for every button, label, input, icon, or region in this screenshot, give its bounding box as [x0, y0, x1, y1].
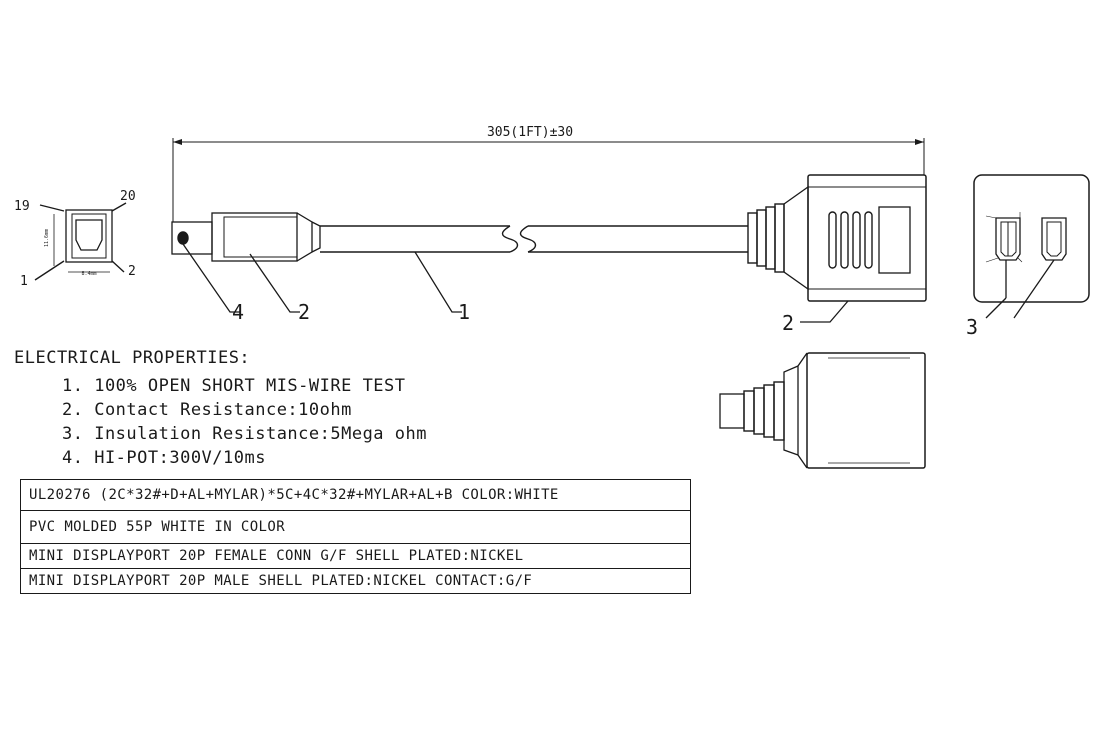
bom-cell: PVC MOLDED 55P WHITE IN COLOR: [21, 511, 691, 544]
callout-2-male: 2: [298, 300, 311, 324]
pin-1-label: 1: [20, 274, 28, 289]
pin-20-label: 20: [120, 189, 136, 204]
pin-2-label: 2: [128, 264, 136, 279]
callout-1: 1: [458, 300, 471, 324]
electrical-properties: [14, 346, 427, 470]
electrical-heading: ELECTRICAL PROPERTIES:: [14, 348, 251, 368]
pin-19-label: 19: [14, 199, 30, 214]
electrical-item: 3. Insulation Resistance:5Mega ohm: [62, 424, 427, 444]
female-connector-top-view: [720, 353, 925, 468]
electrical-item: 4. HI-POT:300V/10ms: [62, 448, 266, 468]
bom-cell: UL20276 (2C*32#+D+AL+MYLAR)*5C+4C*32#+MYLAR+AL+B COLOR:WHITE: [21, 480, 691, 511]
callout-4: 4: [232, 300, 245, 324]
callout-3: 3: [966, 315, 979, 339]
male-plug-side-view: [172, 213, 320, 261]
bom-cell: MINI DISPLAYPORT 20P MALE SHELL PLATED:NICKEL CONTACT:G/F: [21, 569, 691, 594]
electrical-item: 2. Contact Resistance:10ohm: [62, 400, 352, 420]
electrical-item: 1. 100% OPEN SHORT MIS-WIRE TEST: [62, 376, 406, 396]
length-dimension: [173, 125, 924, 222]
svg-text:11.6mm: 11.6mm: [44, 228, 50, 248]
bom-row: [21, 480, 691, 511]
female-connector-end-view: [974, 175, 1089, 302]
bom-row: [21, 544, 691, 569]
callout-leaders: [183, 244, 1054, 322]
female-connector-side-view: [748, 175, 926, 301]
cable: [320, 226, 748, 252]
male-connector-end-view: [14, 189, 136, 289]
svg-text:8.4mm: 8.4mm: [81, 271, 97, 277]
bom-row: [21, 569, 691, 594]
bill-of-materials: [20, 479, 691, 594]
bom-row: [21, 511, 691, 544]
length-label: 305(1FT)±30: [486, 125, 574, 140]
bom-cell: MINI DISPLAYPORT 20P FEMALE CONN G/F SHELL PLATED:NICKEL: [21, 544, 691, 569]
callout-2-female: 2: [782, 311, 795, 335]
